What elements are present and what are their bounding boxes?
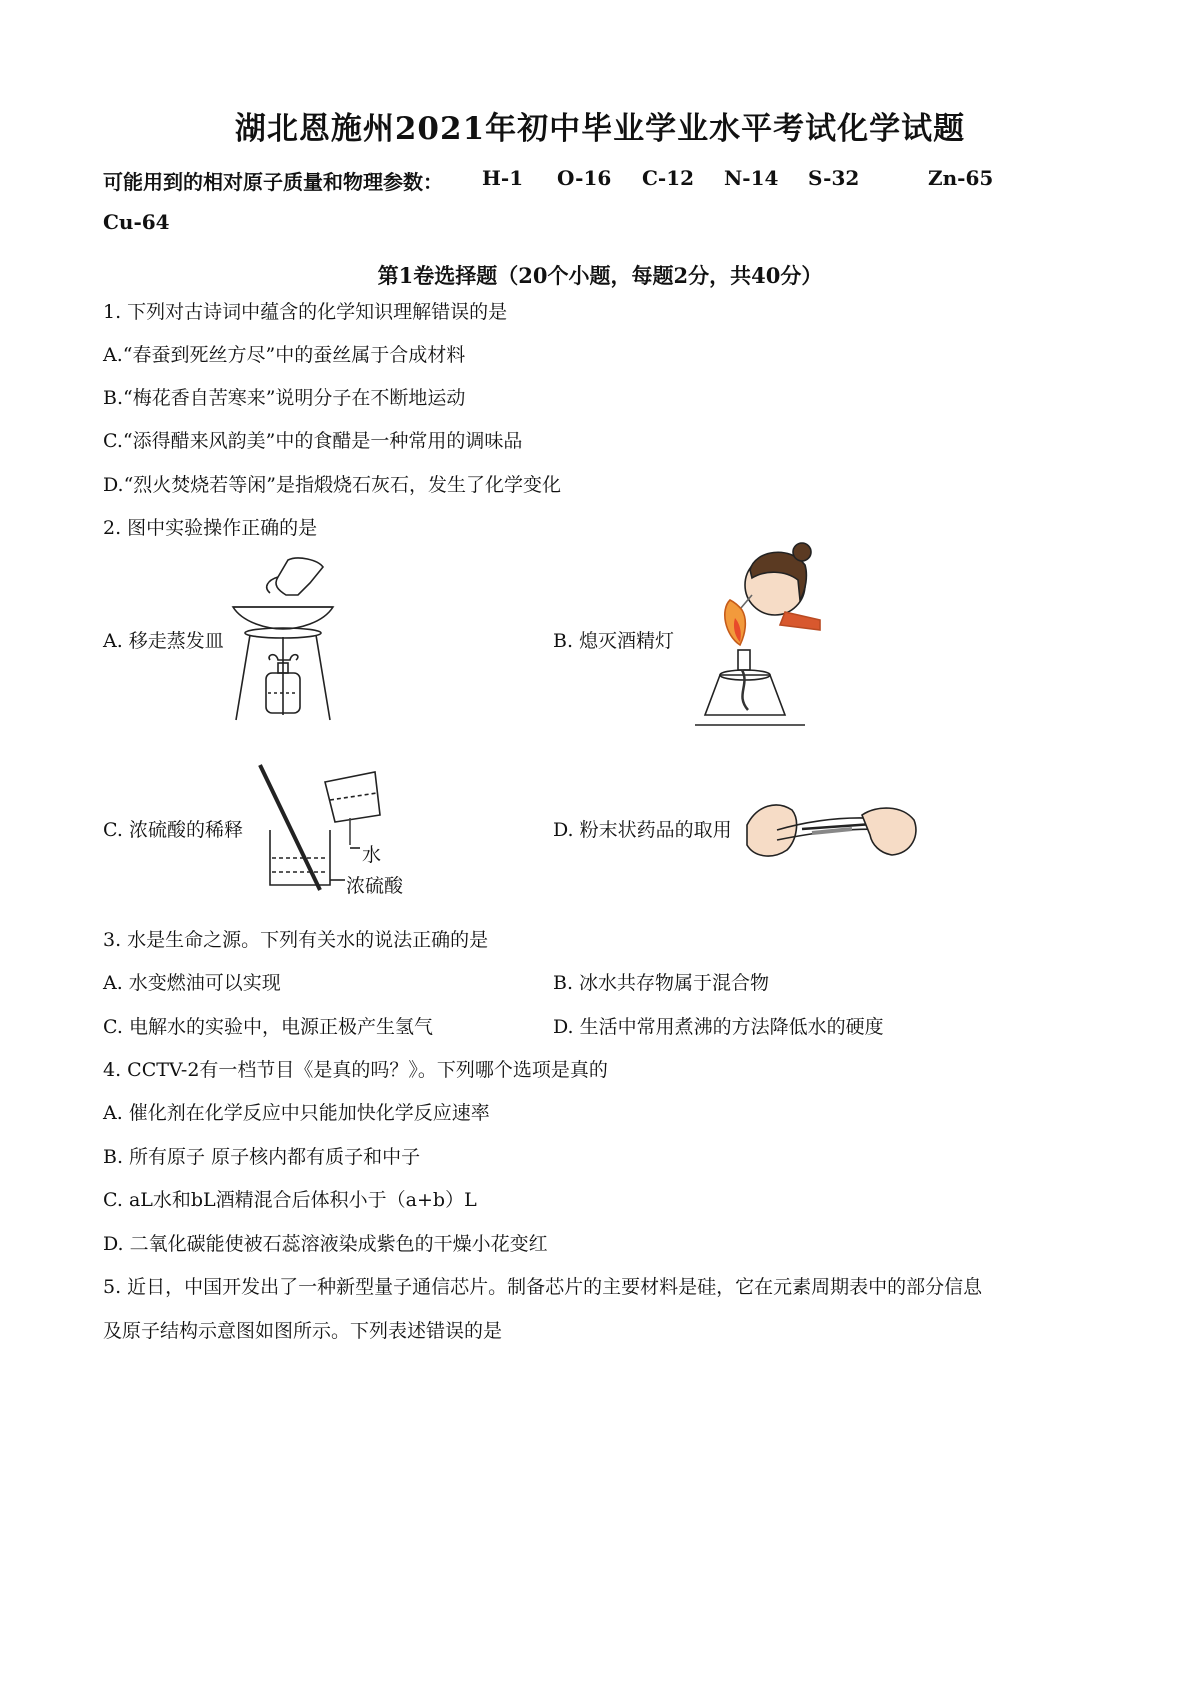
- q4-option-a: A. 催化剂在化学反应中只能加快化学反应速率: [103, 1102, 490, 1124]
- q4-option-c: C. aL水和bL酒精混合后体积小于（a+b）L: [103, 1189, 477, 1211]
- q5-stem-line2: 及原子结构示意图如图所示。下列表述错误的是: [103, 1320, 503, 1342]
- params-label: 可能用到的相对原子质量和物理参数：: [103, 170, 443, 194]
- q3-option-b: B. 冰水共存物属于混合物: [553, 972, 770, 994]
- param-zn: Zn-65: [928, 166, 994, 190]
- evaporating-dish-figure: [228, 555, 338, 725]
- q1-option-a: A.“春蚕到死丝方尽”中的蚕丝属于合成材料: [103, 344, 466, 366]
- q3-stem: 3. 水是生命之源。下列有关水的说法正确的是: [103, 929, 489, 951]
- param-o: O-16: [557, 166, 612, 190]
- q2-option-a: A. 移走蒸发皿: [103, 630, 224, 652]
- q2-option-c: C. 浓硫酸的稀释: [103, 819, 243, 841]
- param-cu: Cu-64: [103, 210, 170, 234]
- q4-stem: 4. CCTV-2有一档节目《是真的吗？》。下列哪个选项是真的: [103, 1059, 608, 1081]
- powder-figure: [742, 785, 922, 870]
- q3-option-c: C. 电解水的实验中，电源正极产生氢气: [103, 1016, 433, 1038]
- q3-option-d: D. 生活中常用煮沸的方法降低水的硬度: [553, 1016, 884, 1038]
- acid-label: 浓硫酸: [346, 875, 404, 897]
- q2-option-b: B. 熄灭酒精灯: [553, 630, 675, 652]
- water-label: 水: [362, 844, 382, 866]
- q2-option-d: D. 粉末状药品的取用: [553, 819, 732, 841]
- param-h: H-1: [482, 166, 524, 190]
- q3-option-a: A. 水变燃油可以实现: [103, 972, 281, 994]
- param-c: C-12: [642, 166, 695, 190]
- param-n: N-14: [724, 166, 779, 190]
- page-title: 湖北恩施州2021年初中毕业学业水平考试化学试题: [234, 111, 966, 147]
- q1-option-c: C.“添得醋来风韵美”中的食醋是一种常用的调味品: [103, 430, 523, 452]
- q4-option-d: D. 二氧化碳能使被石蕊溶液染成紫色的干燥小花变红: [103, 1233, 548, 1255]
- q5-stem-line1: 5. 近日，中国开发出了一种新型量子通信芯片。制备芯片的主要材料是硅，它在元素周期表中的部分信息: [103, 1276, 983, 1298]
- q4-option-b: B. 所有原子 原子核内都有质子和中子: [103, 1146, 421, 1168]
- q2-stem: 2. 图中实验操作正确的是: [103, 517, 318, 539]
- q1-option-b: B.“梅花香自苦寒来”说明分子在不断地运动: [103, 387, 466, 409]
- param-s: S-32: [808, 166, 860, 190]
- alcohol-lamp-figure: [680, 540, 830, 730]
- q1-option-d: D.“烈火焚烧若等闲”是指煅烧石灰石，发生了化学变化: [103, 474, 562, 496]
- q1-stem: 1. 下列对古诗词中蕴含的化学知识理解错误的是: [103, 301, 508, 323]
- section-title: 第1卷选择题（20个小题，每题2分，共40分）: [377, 263, 823, 288]
